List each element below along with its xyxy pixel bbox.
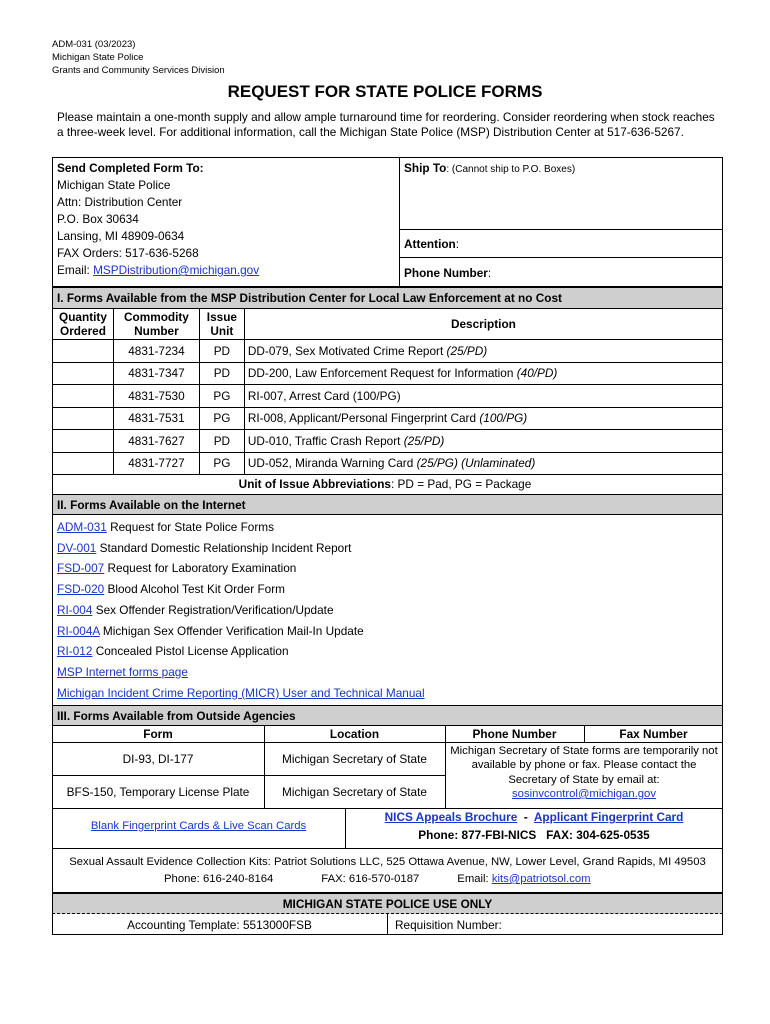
send-to-line: Michigan State Police: [57, 178, 171, 192]
phone-number-field[interactable]: Phone Number:: [404, 266, 492, 280]
issue-unit: PD: [199, 430, 244, 453]
form-header: [52, 38, 225, 77]
unit-abbreviations: Unit of Issue Abbreviations: PD = Pad, PG = Package: [238, 477, 532, 491]
outside-form-name: DI-93, DI-177: [122, 752, 194, 766]
description-cell: RI-008, Applicant/Personal Fingerprint Card (100/PG): [244, 407, 722, 430]
list-item: RI-012 Concealed Pistol License Application: [57, 644, 289, 659]
table-row: [53, 407, 723, 430]
agency-name: Michigan State Police: [52, 52, 144, 63]
col-fax-header: Fax Number: [619, 727, 688, 741]
ship-to-note: : (Cannot ship to P.O. Boxes): [446, 164, 576, 175]
accounting-template: Accounting Template: 5513000FSB: [127, 918, 312, 932]
requisition-number-field[interactable]: Requisition Number:: [395, 918, 502, 932]
commodity-number: 4831-7530: [113, 385, 199, 408]
forms-order-table: [52, 308, 723, 475]
description-cell: DD-200, Law Enforcement Request for Information (40/PD): [244, 362, 722, 385]
issue-unit: PG: [199, 452, 244, 475]
kits-address: Sexual Assault Evidence Collection Kits: Patriot Solutions LLC, 525 Ottawa Avenue, NW, Lower Level, Grand Rapids, MI 49503: [69, 856, 706, 868]
fingerprint-cards-link[interactable]: Blank Fingerprint Cards & Live Scan Cards: [90, 820, 307, 832]
kits-box: [52, 848, 723, 893]
email-label: Email:: [57, 263, 94, 277]
table-row: [53, 385, 723, 408]
sos-note: Michigan Secretary of State forms are temporarily not available by phone or fax. Please contact the Secretary of State by email at: sosinvcontrol@michigan.gov: [450, 745, 718, 800]
section2-heading: II. Forms Available on the Internet: [57, 498, 246, 512]
send-to-line: Attn: Distribution Center: [57, 195, 183, 209]
nics-links-row: NICS Appeals Brochure - Applicant Fingerprint Card: [384, 810, 684, 824]
col-description-header: Description: [244, 309, 722, 340]
quantity-input[interactable]: [53, 385, 114, 408]
outside-form-name: BFS-150, Temporary License Plate: [66, 785, 250, 799]
kits-contact: Phone: 616-240-8164 FAX: 616-570-0187 Email: kits@patriotsol.com: [164, 873, 591, 885]
quantity-input[interactable]: [53, 430, 114, 453]
use-only-heading: MICHIGAN STATE POLICE USE ONLY: [282, 897, 493, 911]
commodity-number: 4831-7627: [113, 430, 199, 453]
outside-location: Michigan Secretary of State: [282, 785, 427, 799]
outside-location: Michigan Secretary of State: [282, 752, 427, 766]
micr-manual-link[interactable]: Michigan Incident Crime Reporting (MICR) User and Technical Manual: [57, 685, 425, 700]
attention-field[interactable]: Attention:: [404, 237, 460, 251]
issue-unit: PD: [199, 362, 244, 385]
list-item: RI-004A Michigan Sex Offender Verification Mail-In Update: [57, 623, 364, 638]
intro-paragraph: Please maintain a one-month supply and allow ample turnaround time for reordering. Consider reordering when stock reaches a three-week level. For additional information, call the Michigan State Police (MSP) Distribution Center at 517-636-5267.: [57, 110, 715, 139]
col-quantity-header: Quantity Ordered: [53, 309, 114, 340]
ri-004-link[interactable]: RI-004: [57, 602, 93, 617]
send-to-line: P.O. Box 30634: [57, 212, 139, 226]
ship-to-label-row: [404, 161, 575, 175]
description-cell: RI-007, Arrest Card (100/PG): [244, 385, 722, 408]
ship-to-label: Ship To: [404, 161, 447, 175]
issue-unit: PG: [199, 407, 244, 430]
commodity-number: 4831-7727: [113, 452, 199, 475]
list-item: FSD-007 Request for Laboratory Examination: [57, 561, 297, 576]
fsd-007-link[interactable]: FSD-007: [57, 561, 105, 576]
adm-031-link[interactable]: ADM-031: [57, 520, 107, 534]
col-form-header: Form: [143, 727, 173, 741]
issue-unit: PD: [199, 340, 244, 363]
fsd-020-link[interactable]: FSD-020: [57, 582, 105, 597]
division-name: Grants and Community Services Division: [52, 65, 225, 76]
sos-email-link[interactable]: sosinvcontrol@michigan.gov: [512, 787, 656, 800]
send-to-line: FAX Orders: 517-636-5268: [57, 246, 199, 260]
section3-heading: III. Forms Available from Outside Agencies: [57, 709, 296, 723]
section1-heading: I. Forms Available from the MSP Distribution Center for Local Law Enforcement at no Cost: [57, 291, 562, 305]
col-commodity-header: Commodity Number: [113, 309, 199, 340]
send-to-heading: Send Completed Form To:: [57, 161, 204, 175]
attention-label: Attention: [404, 237, 456, 251]
list-item: DV-001 Standard Domestic Relationship Incident Report: [57, 540, 352, 555]
ri-012-link[interactable]: RI-012: [57, 644, 93, 659]
col-location-header: Location: [329, 727, 380, 741]
dv-001-link[interactable]: DV-001: [57, 540, 97, 555]
col-issue-header: Issue Unit: [199, 309, 244, 340]
msp-forms-page-link[interactable]: MSP Internet forms page: [57, 664, 188, 679]
send-to-line: Lansing, MI 48909-0634: [57, 229, 185, 243]
quantity-input[interactable]: [53, 340, 114, 363]
nics-contact: Phone: 877-FBI-NICS FAX: 304-625-0535: [418, 828, 650, 842]
table-row: [53, 362, 723, 385]
description-cell: UD-052, Miranda Warning Card (25/PG) (Unlaminated): [244, 452, 722, 475]
distribution-email-link[interactable]: MSPDistribution@michigan.gov: [93, 263, 260, 277]
internet-forms-list: [57, 517, 425, 703]
ri-004a-link[interactable]: RI-004A: [57, 623, 100, 638]
list-item: RI-004 Sex Offender Registration/Verification/Update: [57, 602, 334, 617]
form-id: ADM-031 (03/2023): [52, 39, 136, 50]
table-row: [53, 452, 723, 475]
page-title: REQUEST FOR STATE POLICE FORMS: [227, 82, 543, 101]
description-cell: DD-079, Sex Motivated Crime Report (25/PD): [244, 340, 722, 363]
send-to-block: [57, 160, 259, 279]
col-phone-header: Phone Number: [472, 727, 557, 741]
list-item: [57, 662, 425, 683]
description-cell: UD-010, Traffic Crash Report (25/PD): [244, 430, 722, 453]
list-item: [57, 683, 425, 704]
list-item: FSD-020 Blood Alcohol Test Kit Order Form: [57, 582, 285, 597]
quantity-input[interactable]: [53, 362, 114, 385]
quantity-input[interactable]: [53, 452, 114, 475]
table-row: [53, 430, 723, 453]
commodity-number: 4831-7347: [113, 362, 199, 385]
list-item: ADM-031 Request for State Police Forms: [57, 520, 275, 534]
table-row: [53, 340, 723, 363]
quantity-input[interactable]: [53, 407, 114, 430]
commodity-number: 4831-7531: [113, 407, 199, 430]
phone-label: Phone Number: [404, 266, 488, 280]
kits-email-link[interactable]: kits@patriotsol.com: [491, 873, 591, 885]
nics-brochure-link[interactable]: NICS Appeals Brochure: [384, 810, 518, 824]
applicant-fingerprint-link[interactable]: Applicant Fingerprint Card: [533, 810, 684, 824]
issue-unit: PG: [199, 385, 244, 408]
commodity-number: 4831-7234: [113, 340, 199, 363]
